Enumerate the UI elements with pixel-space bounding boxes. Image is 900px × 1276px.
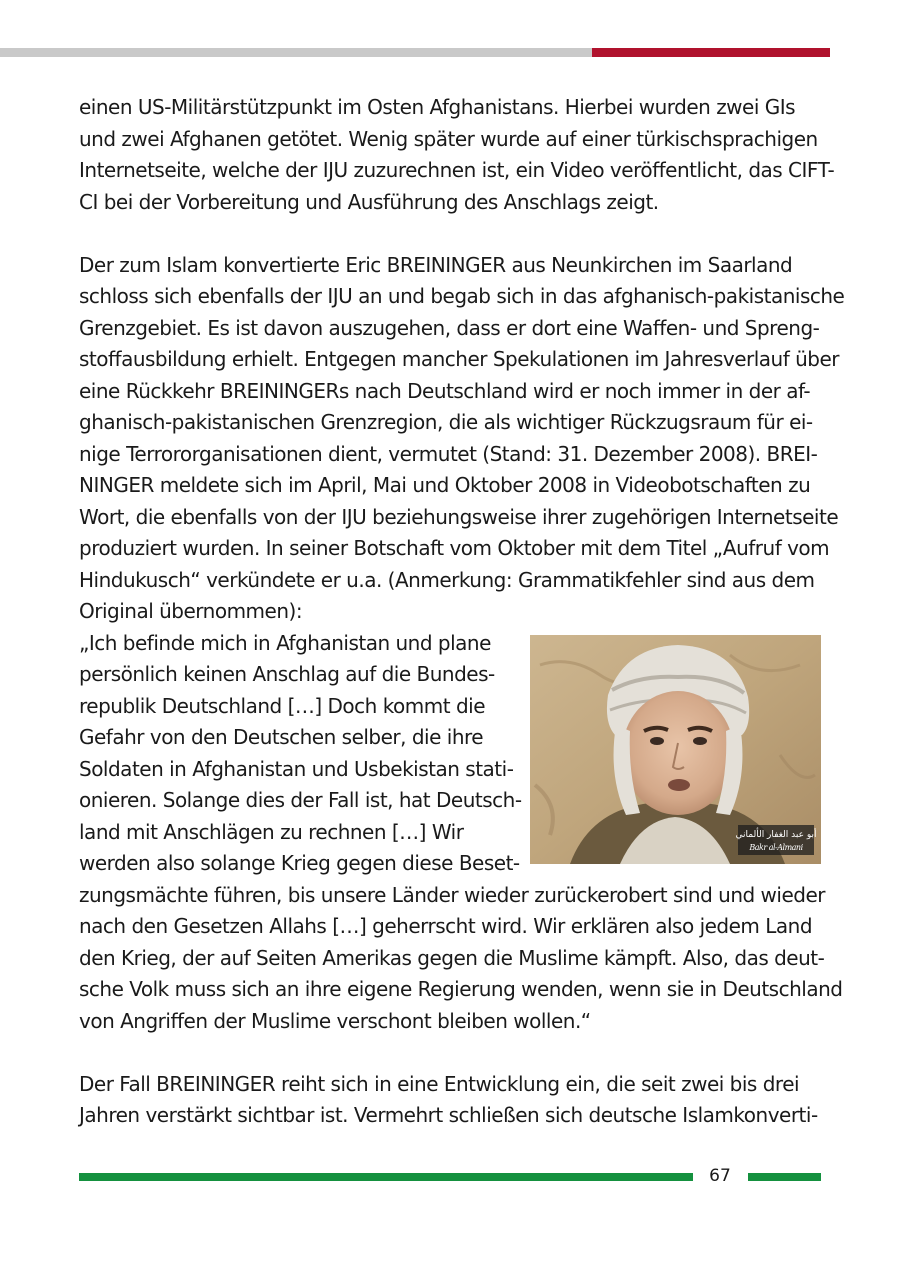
text-line: Original übernommen): — [79, 599, 303, 623]
quote-wrapped-text — [79, 628, 524, 880]
text-line: NINGER meldete sich im April, Mai und Oktober 2008 in Videobotschaften zu — [79, 473, 811, 497]
quote-line: sche Volk muss sich an ihre eigene Regierung wenden, wenn sie in Deutschland — [79, 977, 843, 1001]
header-rule-red — [592, 48, 830, 57]
quote-line: werden also solange Krieg gegen diese Beset- — [79, 851, 520, 875]
quote-line: persönlich keinen Anschlag auf die Bundes- — [79, 662, 495, 686]
text-line: schloss sich ebenfalls der IJU an und begab sich in das afghanisch-pakistanische — [79, 284, 845, 308]
text-line: produziert wurden. In seiner Botschaft vom Oktober mit dem Titel „Aufruf vom — [79, 536, 830, 560]
text-line: CI bei der Vorbereitung und Ausführung des Anschlags zeigt. — [79, 189, 659, 214]
text-line: Jahren verstärkt sichtbar ist. Vermehrt schließen sich deutsche Islamkonverti- — [79, 1103, 818, 1127]
paragraph-1 — [79, 92, 835, 218]
paragraph-3 — [79, 1069, 821, 1132]
header-rule-gray — [0, 48, 592, 57]
photo-caption-arabic: أبو عبد الغفار الألماني — [735, 829, 817, 840]
text-line: Der Fall BREININGER reiht sich in eine Entwicklung ein, die seit zwei bis drei — [79, 1071, 800, 1096]
text-line: nige Terrororganisationen dient, vermutet (Stand: 31. Dezember 2008). BREI- — [79, 441, 818, 466]
quote-line: Gefahr von den Deutschen selber, die ihre — [79, 725, 484, 749]
text-line: stoffausbildung erhielt. Entgegen mancher Spekulationen im Jahresverlauf über — [79, 347, 840, 371]
text-line: Wort, die ebenfalls von der IJU beziehungsweise ihrer zugehörigen Internetseite — [79, 504, 839, 529]
quote-line: Soldaten in Afghanistan und Usbekistan stati- — [79, 756, 514, 781]
quote-with-photo — [79, 628, 821, 880]
quote-line: onieren. Solange dies der Fall ist, hat Deutsch- — [79, 788, 522, 812]
paragraph-2 — [79, 250, 845, 628]
quote-line: den Krieg, der auf Seiten Amerikas gegen die Muslime kämpft. Also, das deut- — [79, 945, 825, 970]
text-line: Hindukusch“ verkündete er u.a. (Anmerkung: Grammatikfehler sind aus dem — [79, 567, 815, 592]
quote-line: zungsmächte führen, bis unsere Länder wieder zurückerobert sind und wieder — [79, 882, 825, 907]
footer-rule-right — [748, 1173, 821, 1181]
quote-line: „Ich befinde mich in Afghanistan und plane — [79, 630, 491, 655]
text-line: einen US-Militärstützpunkt im Osten Afghanistans. Hierbei wurden zwei GIs — [79, 95, 796, 119]
text-line: eine Rückkehr BREININGERs nach Deutschland wird er noch immer in der af- — [79, 378, 811, 403]
text-line: Der zum Islam konvertierte Eric BREININGER aus Neunkirchen im Saarland — [79, 252, 793, 277]
video-still-photo — [530, 635, 821, 864]
text-line: ghanisch-pakistanischen Grenzregion, die als wichtiger Rückzugsraum für ei- — [79, 410, 813, 434]
quote-line: land mit Anschlägen zu rechnen […] Wir — [79, 819, 464, 844]
text-line: Internetseite, welche der IJU zuzurechnen ist, ein Video veröffentlicht, das CIFT- — [79, 158, 835, 182]
photo-caption-latin: Bakr al-Almani — [749, 842, 803, 852]
page-number: 67 — [709, 1166, 731, 1186]
page-body — [79, 92, 845, 1163]
quote-line: von Angriffen der Muslime verschont bleiben wollen.“ — [79, 1008, 591, 1033]
quote-line: nach den Gesetzen Allahs […] geherrscht wird. Wir erklären also jedem Land — [79, 914, 813, 938]
footer-rule-left — [79, 1173, 693, 1181]
quote-continuation — [79, 880, 843, 1038]
text-line: Grenzgebiet. Es ist davon auszugehen, dass er dort eine Waffen- und Spreng- — [79, 315, 820, 340]
text-line: und zwei Afghanen getötet. Wenig später wurde auf einer türkischsprachigen — [79, 126, 818, 151]
quote-line: republik Deutschland […] Doch kommt die — [79, 693, 486, 718]
